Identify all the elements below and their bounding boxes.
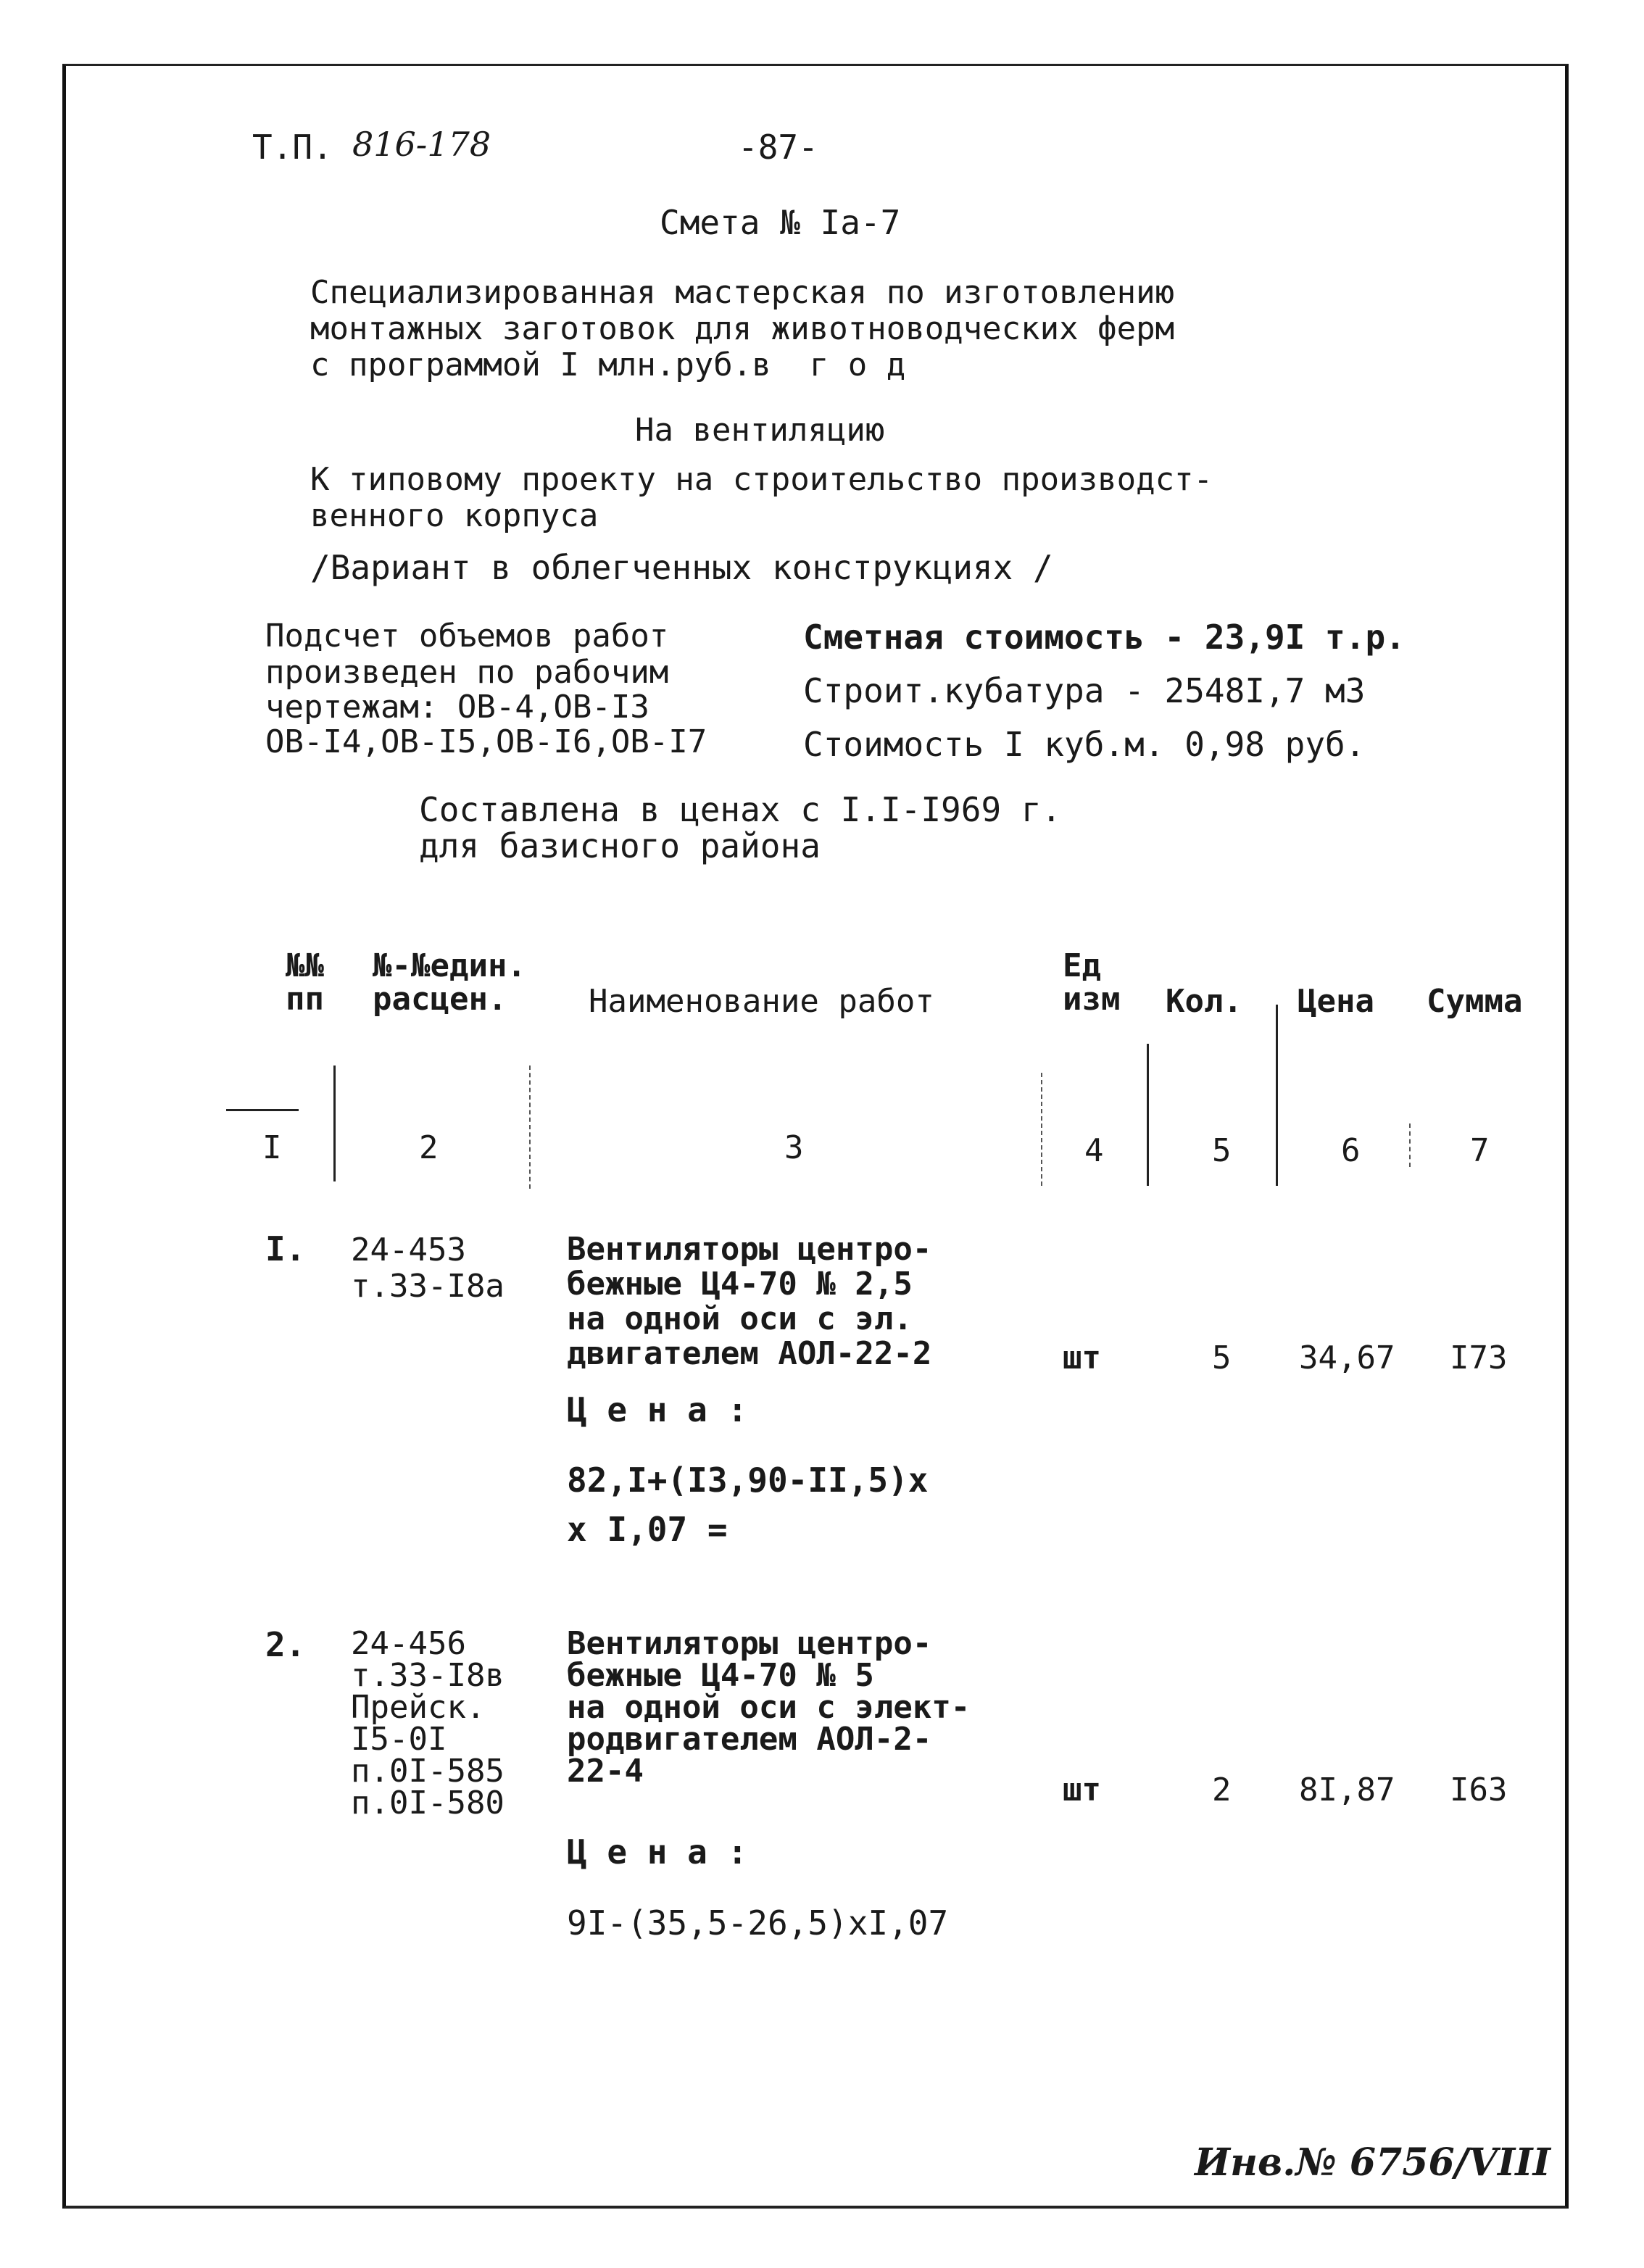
- row-1-num: I.: [265, 1229, 306, 1268]
- inventory-stamp: Инв.№ 6756/VIII: [1195, 2140, 1550, 2185]
- row-2-formula: 9I-(35,5-26,5)хI,07: [567, 1903, 949, 1943]
- prices-line-2: для базисного района: [419, 826, 821, 865]
- row-1-sum: I73: [1450, 1339, 1508, 1376]
- row-2-price: 8I,87: [1299, 1771, 1395, 1808]
- project-label: Т.П.: [252, 128, 333, 167]
- organization-line-2: монтажных заготовок для животноводческих ферм: [310, 310, 1175, 347]
- unit-cost: Стоимость I куб.м. 0,98 руб.: [803, 725, 1366, 764]
- row-2-num: 2.: [265, 1625, 306, 1664]
- row-2-price-label: Ц е н а :: [567, 1832, 748, 1872]
- col-divider-1: [333, 1066, 336, 1181]
- row-2-sum: I63: [1450, 1771, 1508, 1808]
- prices-line-1: Составлена в ценах с I.I-I969 г.: [419, 790, 1062, 829]
- header-rule: [226, 1109, 299, 1111]
- col-number-2: 2: [419, 1129, 439, 1166]
- col-divider-2: [529, 1066, 531, 1189]
- col-number-5: 5: [1212, 1132, 1232, 1169]
- building-volume: Строит.кубатура - 2548I,7 м3: [803, 671, 1366, 710]
- row-1-price: 34,67: [1299, 1339, 1395, 1376]
- row-1-unit: шт: [1063, 1339, 1101, 1376]
- col-number-4: 4: [1084, 1132, 1104, 1169]
- subject: На вентиляцию: [635, 412, 885, 449]
- estimate-title: Смета № Iа-7: [660, 203, 901, 242]
- variant: /Вариант в облегченных конструкциях /: [310, 548, 1053, 587]
- col-number-1: I: [262, 1129, 282, 1166]
- header-num: №№ пп: [286, 947, 324, 1018]
- project-number: 816-178: [352, 125, 491, 164]
- row-2-unit: шт: [1063, 1771, 1101, 1808]
- row-2-qty: 2: [1212, 1771, 1232, 1808]
- project-line-2: венного корпуса: [310, 497, 599, 534]
- col-divider-3: [1041, 1073, 1042, 1186]
- header-qty: Кол.: [1166, 983, 1242, 1020]
- col-divider-4: [1147, 1044, 1149, 1186]
- row-1-formula: 82,I+(I3,90-II,5)х х I,07 =: [567, 1461, 929, 1549]
- organization-line-3: с программой I млн.руб.в г о д: [310, 346, 906, 383]
- header-rate: №-№един. расцен.: [373, 947, 526, 1018]
- col-divider-6: [1409, 1123, 1411, 1167]
- header-price: Цена: [1298, 983, 1374, 1020]
- row-2-name: Вентиляторы центро- бежные Ц4-70 № 5 на одной оси с элект- родвигателем АОЛ-2- 22-4: [567, 1625, 971, 1790]
- header-sum: Сумма: [1427, 983, 1523, 1020]
- estimated-cost: Сметная стоимость - 23,9I т.р.: [803, 618, 1406, 657]
- col-divider-5: [1276, 1005, 1278, 1186]
- header-unit: Ед изм: [1063, 947, 1121, 1018]
- project-line-1: К типовому проекту на строительство производст-: [310, 461, 1213, 498]
- header-name: Наименование работ: [589, 983, 934, 1020]
- row-1-rate: 24-453 т.33-I8а: [351, 1231, 505, 1305]
- row-1-name: Вентиляторы центро- бежные Ц4-70 № 2,5 на одной оси с эл. двигателем АОЛ-22-2: [567, 1231, 932, 1372]
- calc-note-line-4: ОВ-I4,ОВ-I5,ОВ-I6,ОВ-I7: [265, 723, 707, 760]
- calc-note-line-2: произведен по рабочим: [265, 654, 669, 691]
- col-number-6: 6: [1341, 1132, 1361, 1169]
- calc-note-line-1: Подсчет объемов работ: [265, 618, 669, 655]
- calc-note-line-3: чертежам: ОВ-4,ОВ-I3: [265, 689, 649, 726]
- col-number-3: 3: [784, 1129, 804, 1166]
- organization-line-1: Специализированная мастерская по изготовлению: [310, 274, 1175, 311]
- row-2-rate: 24-456 т.33-I8в Прейск. I5-0I п.0I-585 п.0I-580: [351, 1625, 505, 1822]
- row-1-price-label: Ц е н а :: [567, 1390, 748, 1429]
- row-1-qty: 5: [1212, 1339, 1232, 1376]
- col-number-7: 7: [1470, 1132, 1490, 1169]
- page-number: -87-: [738, 128, 818, 167]
